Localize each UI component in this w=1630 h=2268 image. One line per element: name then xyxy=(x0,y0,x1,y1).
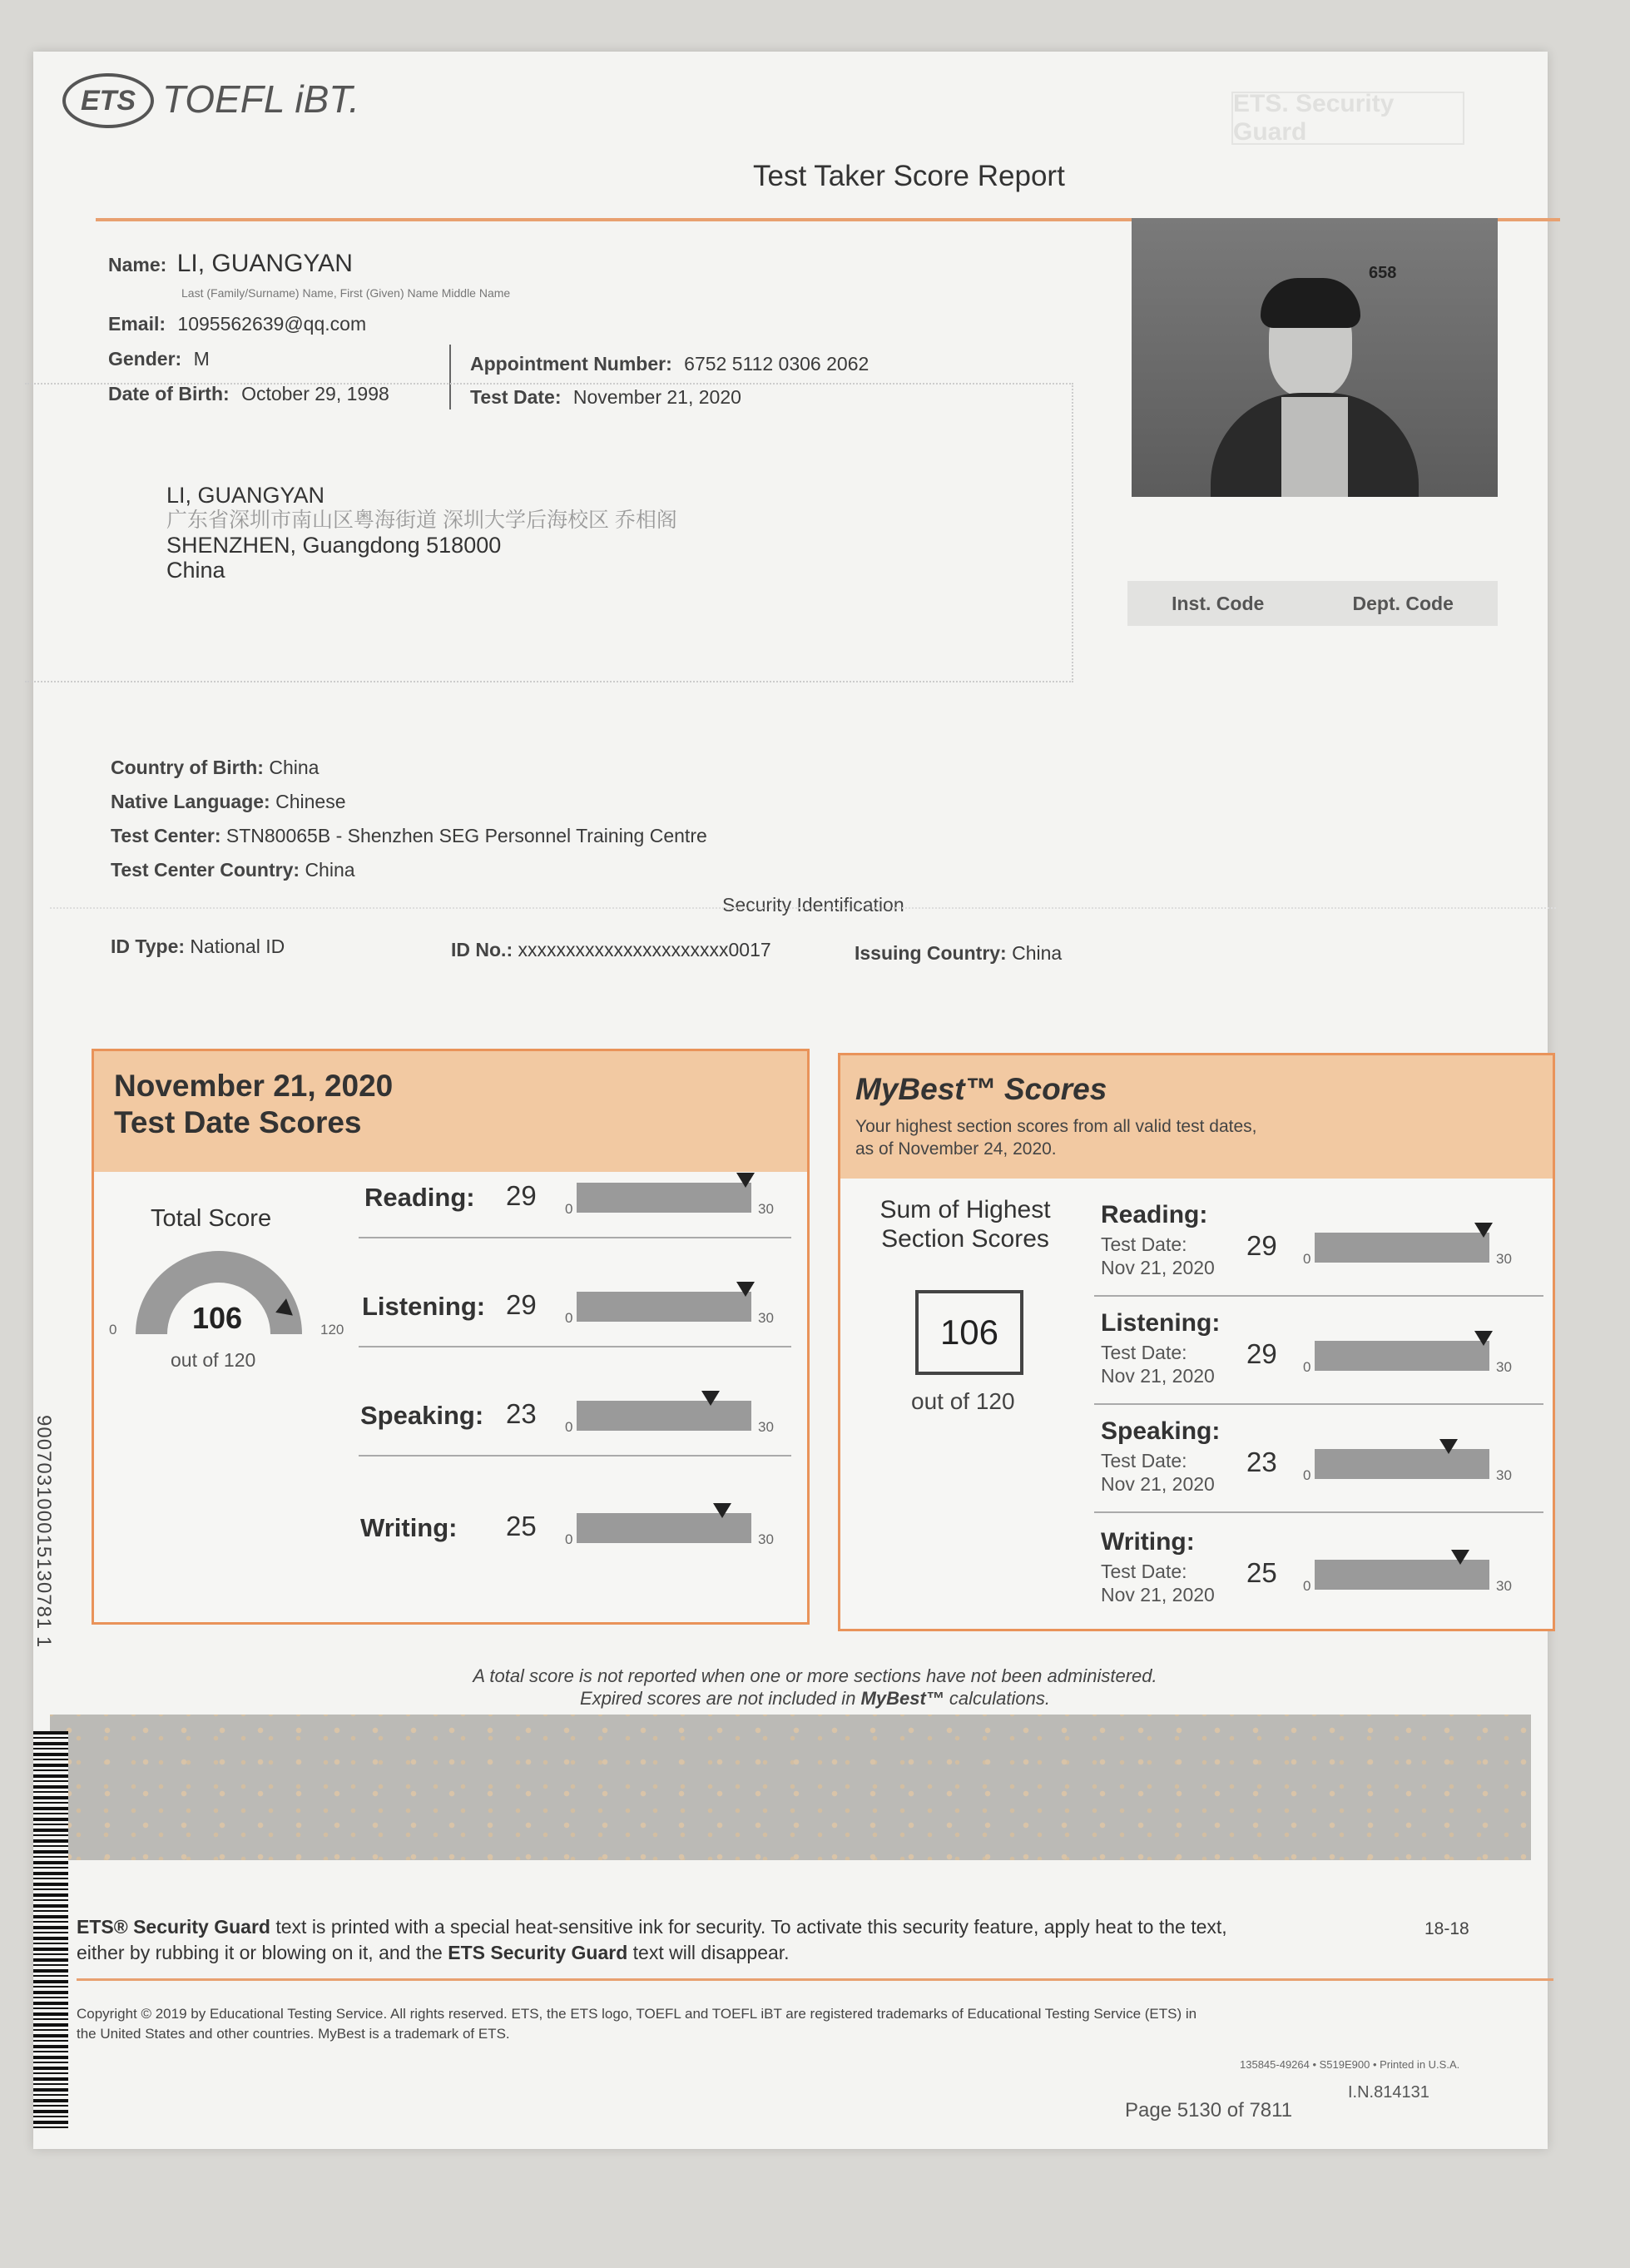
dob-value: October 29, 1998 xyxy=(241,383,389,404)
mybest-section-divider-reading xyxy=(1094,1295,1543,1297)
gauge-min-tick: 0 xyxy=(109,1322,117,1337)
sum-label-line-1: Sum of Highest xyxy=(879,1196,1051,1223)
section-score-listening: 29 xyxy=(506,1289,537,1320)
mybest-section-divider-listening xyxy=(1094,1403,1543,1405)
section-indicator-icon-listening xyxy=(736,1282,755,1297)
section-indicator-icon-writing xyxy=(713,1503,731,1518)
inst-code-label: Inst. Code xyxy=(1172,592,1265,614)
address-line-3: SHENZHEN, Guangdong 518000 xyxy=(166,533,502,558)
email-value: 1095562639@qq.com xyxy=(177,313,367,335)
native-language-label: Native Language: xyxy=(111,791,270,812)
mybest-scale-max-speaking: 30 xyxy=(1496,1467,1512,1483)
mybest-test-date-speaking: Nov 21, 2020 xyxy=(1101,1473,1215,1495)
guard-note-bold-2: ETS Security Guard xyxy=(448,1942,628,1963)
test-details xyxy=(111,751,707,887)
security-guard-box: ETS. Security Guard xyxy=(1231,92,1464,145)
note-line-2b: MyBest™ xyxy=(860,1688,944,1709)
test-center-row xyxy=(111,819,707,853)
mybest-scale-min-reading: 0 xyxy=(1303,1251,1311,1267)
scale-min-writing: 0 xyxy=(565,1531,573,1547)
scores-heading: Test Date Scores xyxy=(114,1105,362,1139)
section-score-writing: 25 xyxy=(506,1511,537,1541)
scale-max-reading: 30 xyxy=(758,1201,774,1217)
section-score-reading: 29 xyxy=(506,1180,537,1211)
email-row xyxy=(108,313,366,335)
mybest-indicator-icon-reading xyxy=(1474,1223,1493,1238)
mybest-test-date-writing: Nov 21, 2020 xyxy=(1101,1584,1215,1605)
guard-note-text-3: text will disappear. xyxy=(627,1942,790,1963)
test-date-scores-panel xyxy=(92,1049,810,1625)
hair-shape xyxy=(1261,278,1360,328)
test-center-country-label: Test Center Country: xyxy=(111,859,300,881)
mybest-section-name-writing: Writing: xyxy=(1101,1528,1195,1556)
address-line-2: 广东省深圳市南山区粤海街道 深圳大学后海校区 乔相阁 xyxy=(166,509,677,532)
ets-logo-text: ETS xyxy=(80,84,136,117)
security-guard-note xyxy=(77,1914,1375,1966)
total-score-label: Total Score xyxy=(151,1205,272,1232)
section-score-speaking: 23 xyxy=(506,1398,537,1429)
toefl-logo-text: TOEFL iBT. xyxy=(162,77,359,121)
mybest-section-name-listening: Listening: xyxy=(1101,1309,1221,1337)
mybest-scale-max-reading: 30 xyxy=(1496,1251,1512,1267)
test-center-value: STN80065B - Shenzhen SEG Personnel Training Centre xyxy=(225,825,707,846)
section-divider-speaking xyxy=(359,1455,791,1457)
note-line-1: A total score is not reported when one or more sections have not been administered. xyxy=(473,1665,1157,1686)
id-type-row xyxy=(111,935,285,958)
mybest-indicator-icon-listening xyxy=(1474,1331,1493,1346)
id-type-label: ID Type: xyxy=(111,935,186,957)
dept-code-label: Dept. Code xyxy=(1352,592,1454,614)
id-no-label: ID No.: xyxy=(451,939,513,960)
form-code: 18-18 xyxy=(1424,1919,1469,1938)
appointment-value: 6752 5112 0306 2062 xyxy=(684,353,869,375)
page-number: Page 5130 of 7811 xyxy=(1125,2099,1293,2122)
scale-max-writing: 30 xyxy=(758,1531,774,1547)
mybest-scale-min-writing: 0 xyxy=(1303,1578,1311,1594)
appointment-label: Appointment Number: xyxy=(470,353,672,375)
issuing-country-row xyxy=(855,942,1062,965)
test-center-country-row xyxy=(111,853,707,887)
side-barcode xyxy=(33,1731,68,2131)
scale-min-speaking: 0 xyxy=(565,1419,573,1435)
copyright-line-2: the United States and other countries. MyBest is a trademark of ETS. xyxy=(77,2026,510,2042)
scores-date: November 21, 2020 xyxy=(114,1069,394,1103)
section-bar-listening xyxy=(577,1292,751,1322)
mybest-section-score-speaking: 23 xyxy=(1246,1447,1277,1477)
section-name-reading: Reading: xyxy=(364,1183,475,1212)
mailing-address xyxy=(166,483,677,583)
guard-note-text-2: either by rubbing it or blowing on it, and the xyxy=(77,1942,448,1963)
mybest-indicator-icon-writing xyxy=(1451,1550,1469,1565)
mybest-indicator-icon-speaking xyxy=(1439,1439,1458,1454)
mybest-test-date-label-writing: Test Date: xyxy=(1101,1561,1187,1582)
guard-note-text-1: text is printed with a special heat-sensitive ink for security. To activate this security feature, apply heat to the text, xyxy=(270,1916,1227,1938)
section-divider-listening xyxy=(359,1346,791,1347)
mybest-section-score-reading: 29 xyxy=(1246,1230,1277,1261)
mybest-test-date-listening: Nov 21, 2020 xyxy=(1101,1365,1215,1387)
issuing-country-label: Issuing Country: xyxy=(855,942,1007,964)
name-value: LI, GUANGYAN xyxy=(176,250,353,277)
scale-min-listening: 0 xyxy=(565,1310,573,1326)
name-label: Name: xyxy=(108,254,167,275)
mybest-section-score-listening: 29 xyxy=(1246,1338,1277,1369)
footer-divider xyxy=(77,1978,1553,1981)
section-name-writing: Writing: xyxy=(360,1513,458,1542)
mybest-scale-min-speaking: 0 xyxy=(1303,1467,1311,1483)
security-identification-heading: Security Identification xyxy=(722,894,904,916)
country-of-birth-value: China xyxy=(269,757,320,778)
test-date-value: November 21, 2020 xyxy=(572,386,741,408)
mybest-test-date-reading: Nov 21, 2020 xyxy=(1101,1257,1215,1278)
issuing-country-value: China xyxy=(1012,942,1063,964)
mybest-scale-max-writing: 30 xyxy=(1496,1578,1512,1594)
section-name-listening: Listening: xyxy=(362,1292,486,1321)
mybest-scores-panel xyxy=(838,1053,1555,1631)
print-code: 135845-49264 • S519E900 • Printed in U.S.A. xyxy=(1240,2058,1460,2071)
section-bar-reading xyxy=(577,1183,751,1213)
test-center-label: Test Center: xyxy=(111,825,221,846)
address-line-1: LI, GUANGYAN xyxy=(166,483,325,508)
gender-label: Gender: xyxy=(108,348,182,370)
scale-min-reading: 0 xyxy=(565,1201,573,1217)
mybest-heading: MyBest™ Scores xyxy=(855,1072,1107,1106)
copyright xyxy=(77,2004,1196,2044)
mybest-test-date-label-listening: Test Date: xyxy=(1101,1342,1187,1363)
mybest-out-of: out of 120 xyxy=(911,1388,1015,1414)
scale-max-speaking: 30 xyxy=(758,1419,774,1435)
mybest-section-score-writing: 25 xyxy=(1246,1557,1277,1588)
note-line-2a: Expired scores are not included in xyxy=(580,1688,861,1709)
address-line-4: China xyxy=(166,558,225,583)
note-line-2 xyxy=(0,1687,1630,1710)
ets-logo xyxy=(62,73,154,128)
mybest-test-date-label-speaking: Test Date: xyxy=(1101,1450,1187,1471)
mybest-subtitle-2: as of November 24, 2020. xyxy=(855,1139,1057,1159)
appointment-row xyxy=(470,353,869,375)
security-dot-pattern xyxy=(50,1715,1531,1860)
mybest-subtitle-1: Your highest section scores from all valid test dates, xyxy=(855,1117,1257,1136)
section-indicator-icon-reading xyxy=(736,1173,755,1188)
institution-codes xyxy=(1127,581,1498,626)
gauge-max-tick: 120 xyxy=(320,1322,344,1337)
score-notes xyxy=(0,1665,1630,1710)
mybest-section-bar-reading xyxy=(1315,1233,1489,1263)
scale-max-listening: 30 xyxy=(758,1310,774,1326)
country-of-birth-row xyxy=(111,751,707,785)
test-date-scores-header xyxy=(94,1051,807,1172)
mybest-scale-min-listening: 0 xyxy=(1303,1359,1311,1375)
note-line-2c: calculations. xyxy=(944,1688,1050,1709)
test-center-country-value: China xyxy=(305,859,355,881)
id-type-value: National ID xyxy=(190,935,285,957)
mybest-total-box xyxy=(915,1290,1023,1375)
id-no-row xyxy=(451,939,771,961)
test-date-label: Test Date: xyxy=(470,386,562,408)
sum-highest-label xyxy=(865,1195,1065,1253)
security-divider xyxy=(50,907,1556,909)
mybest-header xyxy=(840,1055,1553,1179)
mybest-section-name-speaking: Speaking: xyxy=(1101,1417,1221,1445)
name-hint: Last (Family/Surname) Name, First (Given) Name Middle Name xyxy=(181,286,511,300)
in-code: I.N.814131 xyxy=(1348,2083,1429,2102)
dob-label: Date of Birth: xyxy=(108,383,230,404)
native-language-row xyxy=(111,785,707,819)
mybest-scale-max-listening: 30 xyxy=(1496,1359,1512,1375)
mybest-section-bar-listening xyxy=(1315,1341,1489,1371)
section-divider-reading xyxy=(359,1237,791,1238)
id-no-value: xxxxxxxxxxxxxxxxxxxxxx0017 xyxy=(518,939,771,960)
guard-note-bold-1: ETS® Security Guard xyxy=(77,1916,270,1938)
vertical-serial-number: 900703100015130781 1 xyxy=(32,1415,55,1649)
name-row xyxy=(108,250,353,278)
native-language-value: Chinese xyxy=(275,791,346,812)
total-score-value: 106 xyxy=(192,1301,243,1335)
section-name-speaking: Speaking: xyxy=(360,1401,484,1430)
email-label: Email: xyxy=(108,313,166,335)
gender-row xyxy=(108,348,210,370)
mybest-section-name-reading: Reading: xyxy=(1101,1201,1208,1228)
total-out-of: out of 120 xyxy=(171,1349,256,1371)
section-indicator-icon-speaking xyxy=(701,1391,720,1406)
section-bar-speaking xyxy=(577,1401,751,1431)
country-of-birth-label: Country of Birth: xyxy=(111,757,264,778)
gender-value: M xyxy=(193,348,210,370)
photo-number: 658 xyxy=(1369,264,1397,282)
mybest-section-divider-speaking xyxy=(1094,1511,1543,1513)
report-title: Test Taker Score Report xyxy=(753,160,1065,192)
copyright-line-1: Copyright © 2019 by Educational Testing Service. All rights reserved. ETS, the ETS logo, TOEFL and TOEFL iBT are registered trademarks of Educational Testing Service (ETS) in xyxy=(77,2006,1197,2022)
shirt-shape xyxy=(1281,397,1348,497)
mybest-total-value: 106 xyxy=(939,1313,999,1352)
candidate-photo xyxy=(1132,218,1498,497)
mybest-section-bar-speaking xyxy=(1315,1449,1489,1479)
mybest-test-date-label-reading: Test Date: xyxy=(1101,1233,1187,1255)
sum-label-line-2: Section Scores xyxy=(881,1225,1049,1253)
